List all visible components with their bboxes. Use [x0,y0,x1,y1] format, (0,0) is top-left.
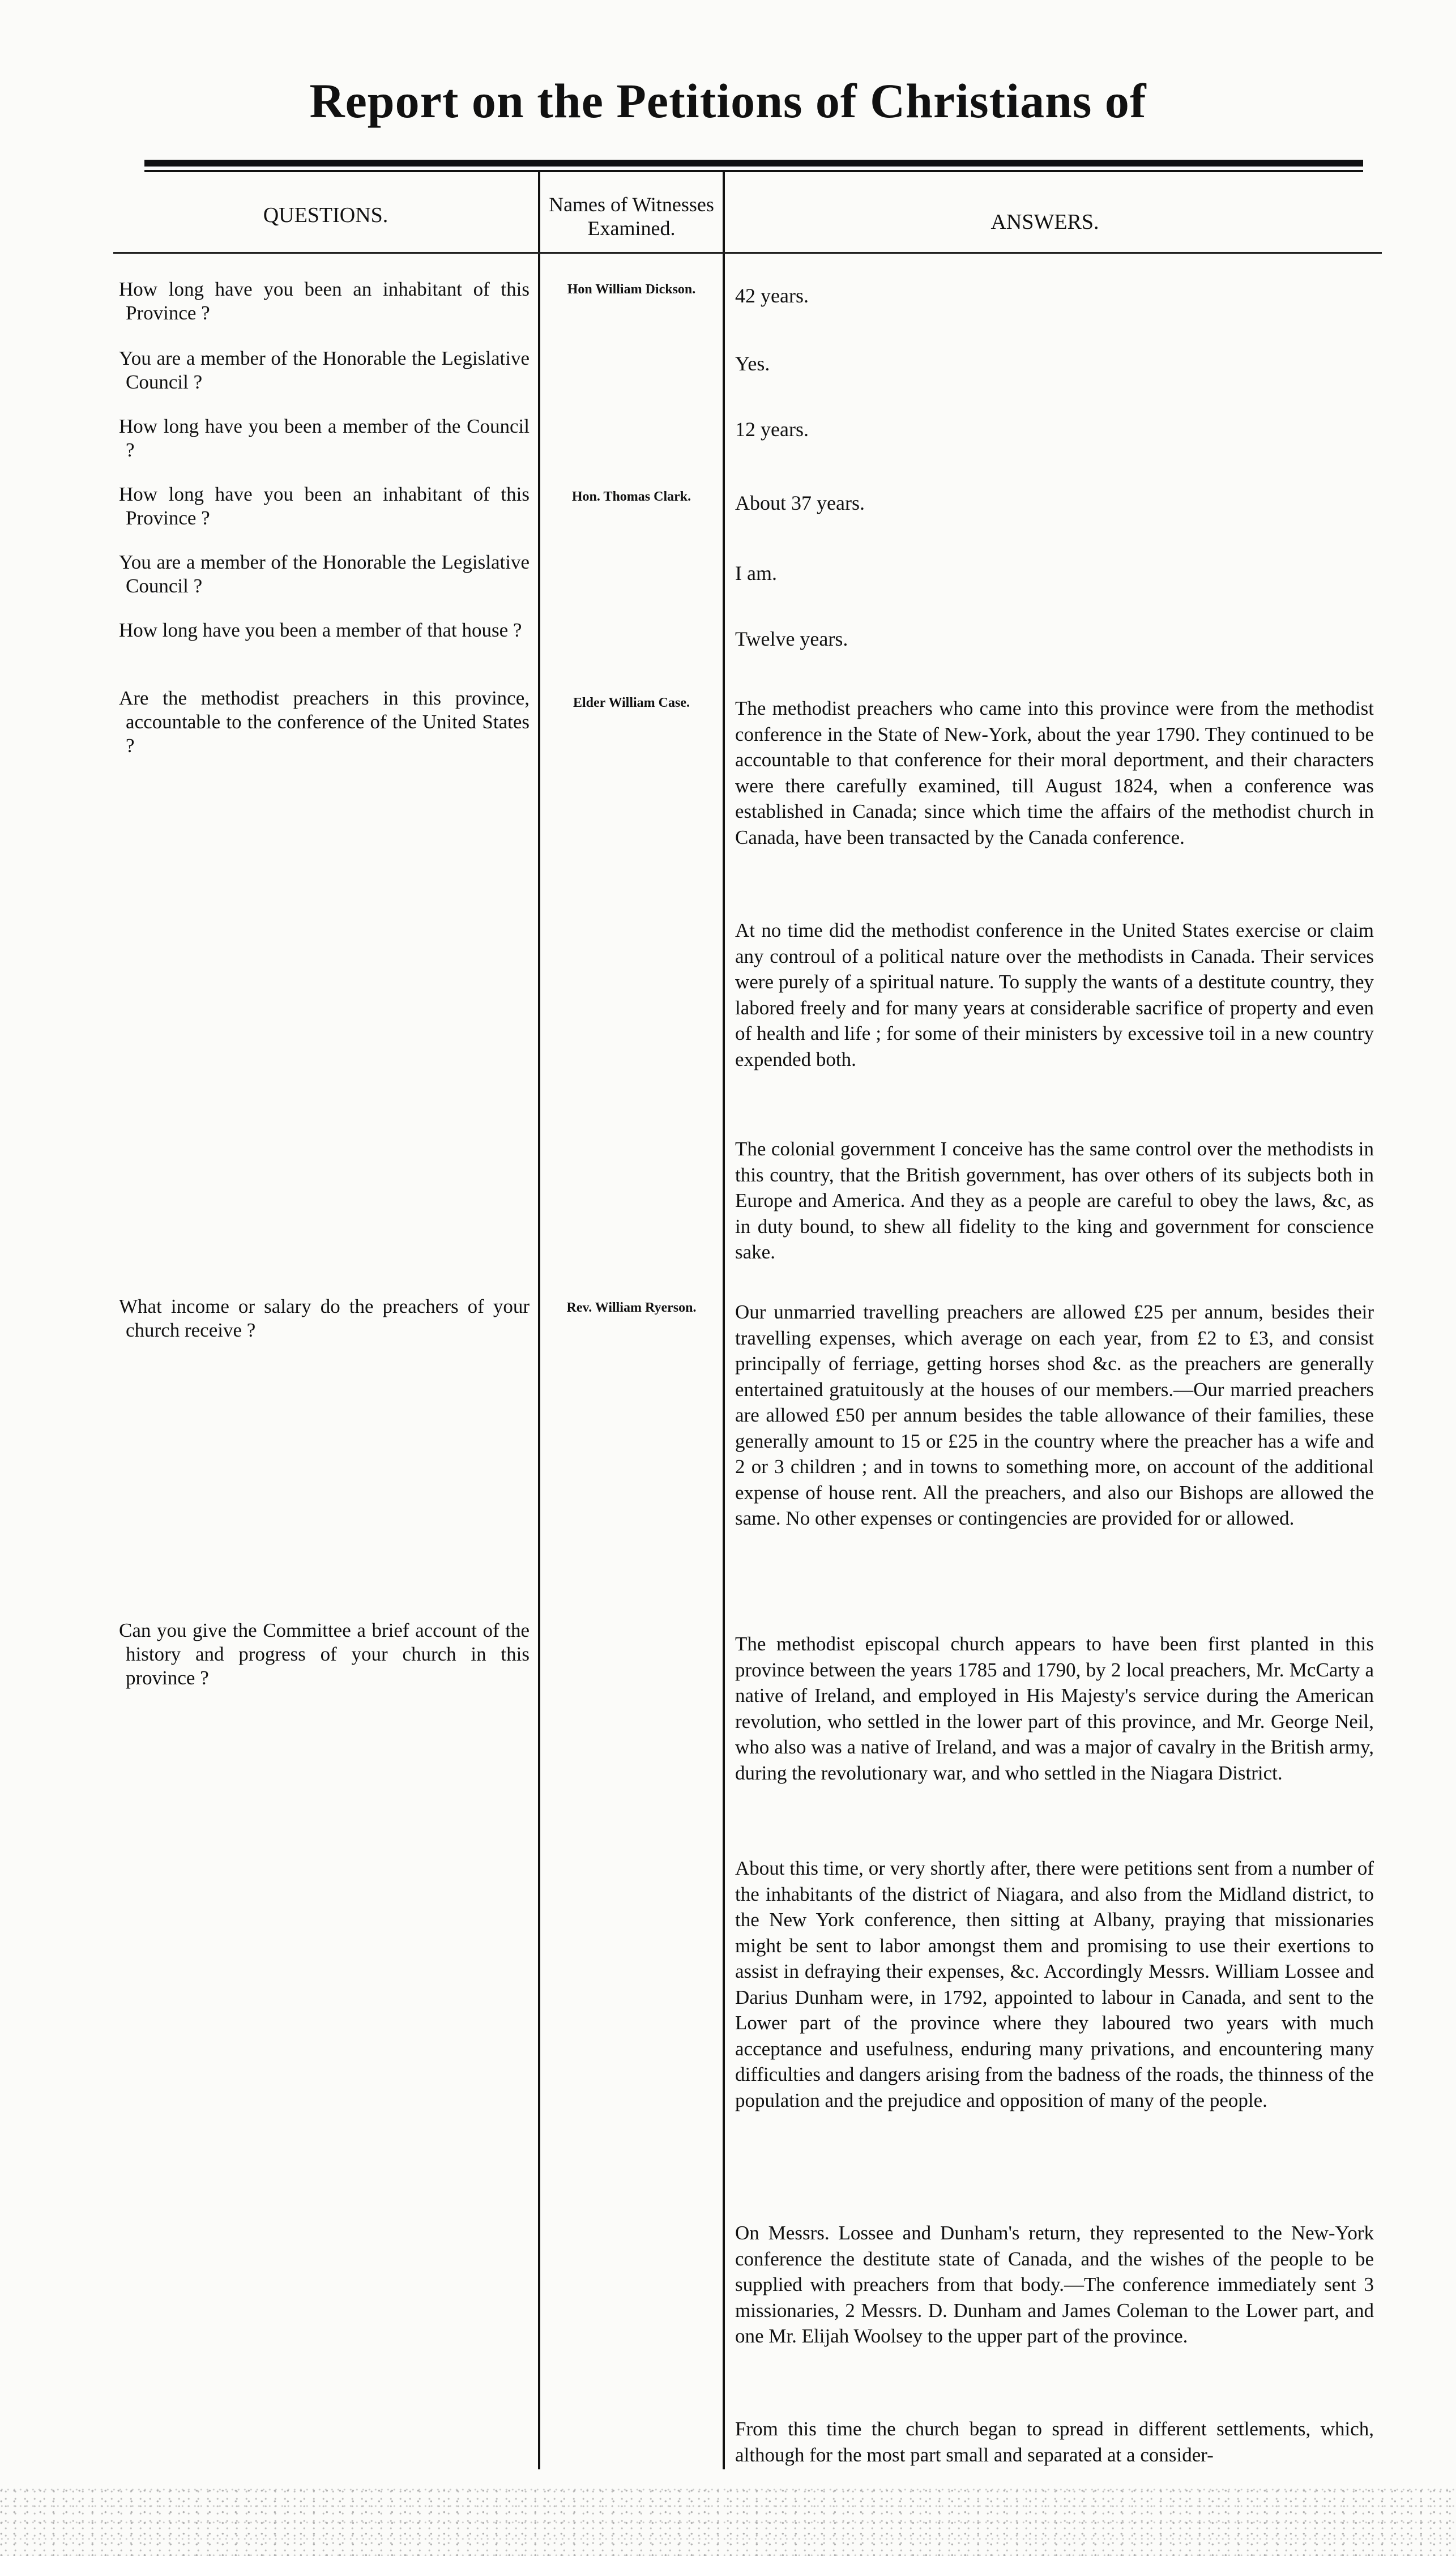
question-row-6: How long have you been a member of that house ? [119,619,522,641]
answer-row-9-para-2: About this time, or very shortly after, there were petitions sent from a number of the inhabitants of the district of Niagara, and also from the Midland district, to the New York conference, then sitting at Albany, praying that missionaries might be sent to labor amongst them and promising to use their exertions to assist in defraying their expenses, &c. Accordingly Messrs. William Lossee and Darius Dunham were, in 1792, appointed to labour in Canada, and sent to the Lower part of the province where they laboured two years with much acceptance and usefulness, enduring many privations, and encountering many difficulties and dangers arising from the badness of the roads, the thinness of the population and the prejudice and opposition of many of the people. [735,1857,1374,2111]
question-row-1: How long have you been an inhabitant of this Province ? [119,278,530,324]
header-underline [113,252,1382,254]
witness-row-8: Rev. William Ryerson. [566,1300,697,1315]
question-row-7: Are the methodist preachers in this province, accountable to the conference of the United States ? [119,687,530,757]
answer-row-3: 12 years. [735,418,809,441]
answer-row-7-para-2: At no time did the methodist conference in the United States exercise or claim any controul of a political nature over the methodists in Canada. Their services were purely of a spiritual nature. To supply the wants of a destitute country, they labored freely and for many years at considerable sacrifice of property and even of health and life ; for some of their ministers by excessive toil in a new country expended both. [735,919,1374,1070]
question-row-3: How long have you been a member of the Council ? [119,415,530,461]
answer-row-8-para-1: Our unmarried travelling preachers are allowed £25 per annum, besides their travelling expenses, which average on each year, from £2 to £3, and consist principally of ferriage, getting horses shod &c. as the preachers are generally entertained gratuitously at the houses of our members.—Our married preachers are allowed £50 per annum besides the table allowance of their families, these generally amount to 15 or £25 in the country where the preacher has a wife and 2 or 3 children ; and in towns to something more, on account of the additional expense of house rent. All the preachers, and also our Bishops are allowed the same. No other expenses or contingencies are provided for or allowed. [735,1301,1374,1529]
answer-row-6: Twelve years. [735,628,848,650]
question-row-9: Can you give the Committee a brief account of the history and progress of your church in this province ? [119,1619,530,1689]
witness-row-7: Elder William Case. [573,695,690,710]
header-witnesses: Names of Witnesses Examined. [549,193,714,240]
answer-row-7-para-3: The colonial government I conceive has the same control over the methodists in this country, that the British government, has over others of its subjects both in Europe and America. And they as a people are careful to obey the laws, &c, as in duty bound, to shew all fidelity to the king and government for conscience sake. [735,1138,1374,1263]
witness-row-1: Hon William Dickson. [567,282,696,297]
question-row-8: What income or salary do the preachers of your church receive ? [119,1295,530,1341]
answer-row-9-para-4: From this time the church began to spread in different settlements, which, although for the most part small and separated at a consider- [735,2418,1374,2466]
title-rule-thick [144,160,1363,167]
column-divider-right [723,170,725,2469]
answer-row-4: About 37 years. [735,492,865,514]
page-title: Report on the Petitions of Christians of [309,74,1147,128]
header-answers: ANSWERS. [990,210,1099,234]
title-rule-thin [144,170,1363,172]
paper-edge-speckle [0,2486,1456,2556]
witness-row-4: Hon. Thomas Clark. [571,489,691,504]
answer-row-5: I am. [735,562,777,584]
column-divider-left [538,170,540,2469]
answer-row-9-para-3: On Messrs. Lossee and Dunham's return, they represented to the New-York conference the destitute state of Canada, and the wishes of the people to be supplied with preachers from that body.—The conference immediately sent 3 missionaries, 2 Messrs. D. Dunham and James Coleman to the Lower part, and one Mr. Elijah Woolsey to the upper part of the province. [735,2222,1374,2347]
answer-row-2: Yes. [735,352,770,375]
question-row-5: You are a member of the Honorable the Legislative Council ? [119,551,530,597]
question-row-2: You are a member of the Honorable the Legislative Council ? [119,347,530,393]
answer-row-9-para-1: The methodist episcopal church appears to have been first planted in this province between the years 1785 and 1790, by 2 local preachers, Mr. McCarty a native of Ireland, and employed in His Majesty's service during the American revolution, who settled in the lower part of this province, and Mr. George Neil, who also was a native of Ireland, and was a major of cavalry in the British army, during the revolutionary war, and who settled in the Niagara District. [735,1633,1374,1784]
answer-row-7-para-1: The methodist preachers who came into this province were from the methodist conference in the State of New-York, about the year 1790. They continued to be accountable to that conference for their moral deportment, and their characters were there carefully examined, till August 1824, when a conference was established in Canada; since which time the affairs of the methodist church in Canada, have been transacted by the Canada conference. [735,697,1374,848]
answer-row-1: 42 years. [735,284,809,307]
header-questions: QUESTIONS. [263,203,388,227]
question-row-4: How long have you been an inhabitant of this Province ? [119,483,530,529]
